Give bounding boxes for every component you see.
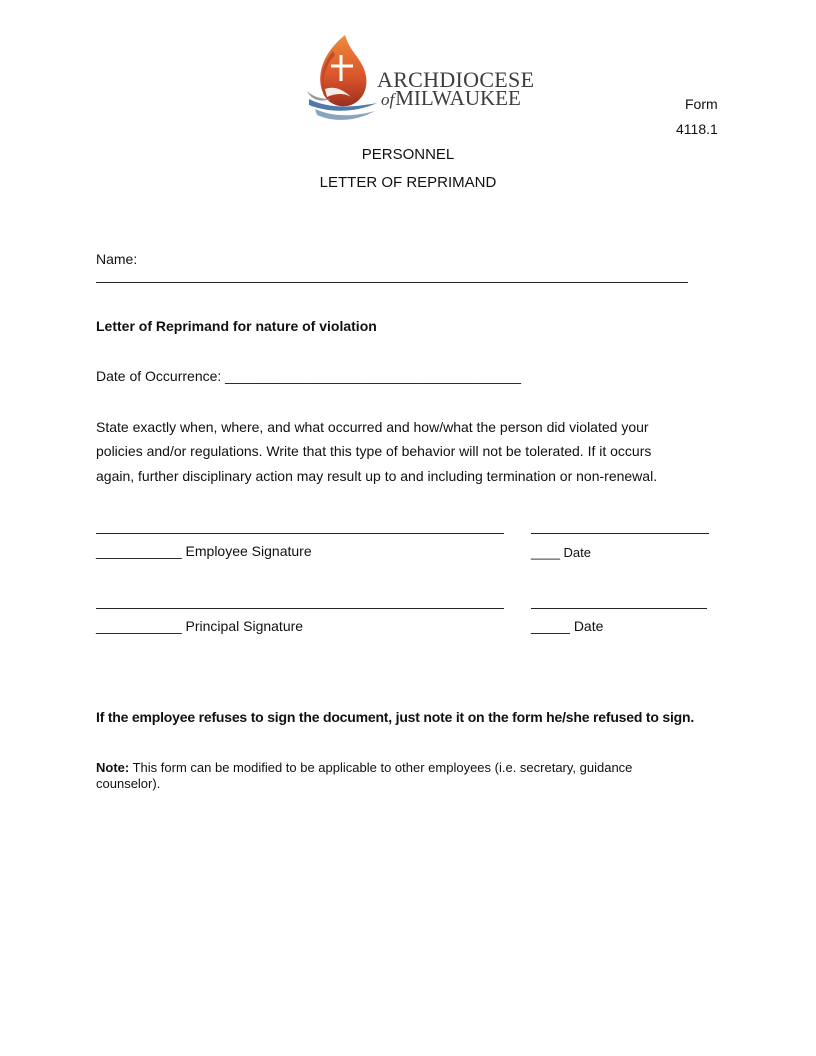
form-label: Form [685, 96, 718, 112]
principal-date-label: _____ Date [531, 618, 604, 634]
logo-line2-prefix: of [381, 90, 395, 109]
employee-date-label: ____ Date [531, 545, 591, 560]
name-label: Name: [96, 251, 138, 267]
logo-line1: ARCHDIOCESE [377, 67, 535, 92]
title-personnel: PERSONNEL [361, 146, 455, 163]
title-letter-of-reprimand: LETTER OF REPRIMAND [319, 174, 497, 191]
date-of-occurrence-label[interactable]: Date of Occurrence: ______________________________________ [96, 368, 522, 384]
principal-date-line[interactable] [531, 608, 707, 609]
note-paragraph [96, 760, 696, 792]
violation-heading: Letter of Reprimand for nature of violation [96, 318, 377, 334]
note-text: This form can be modified to be applicable to other employees (i.e. secretary, guidance counselor). [96, 760, 633, 791]
principal-signature-line[interactable] [96, 608, 504, 609]
instructions-line2: policies and/or regulations. Write that this type of behavior will not be tolerated. If it occurs [96, 443, 652, 459]
employee-date-line[interactable] [531, 533, 709, 534]
instructions-line3: again, further disciplinary action may result up to and including termination or non-renewal. [96, 468, 658, 484]
form-number: 4118.1 [676, 121, 718, 137]
employee-signature-label: ___________ Employee Signature [96, 543, 312, 559]
note-label: Note: [96, 760, 130, 775]
flame-dove-icon [305, 33, 380, 125]
logo-line2 [381, 86, 521, 111]
archdiocese-logo [305, 33, 535, 125]
principal-signature-label: ___________ Principal Signature [96, 618, 304, 634]
logo-line2-text: MILWAUKEE [395, 86, 521, 110]
employee-signature-line[interactable] [96, 533, 504, 534]
name-line[interactable] [96, 282, 688, 283]
instructions-line1: State exactly when, where, and what occurred and how/what the person did violated your [96, 419, 649, 435]
refusal-note: If the employee refuses to sign the document, just note it on the form he/she refused to sign. [96, 709, 695, 725]
